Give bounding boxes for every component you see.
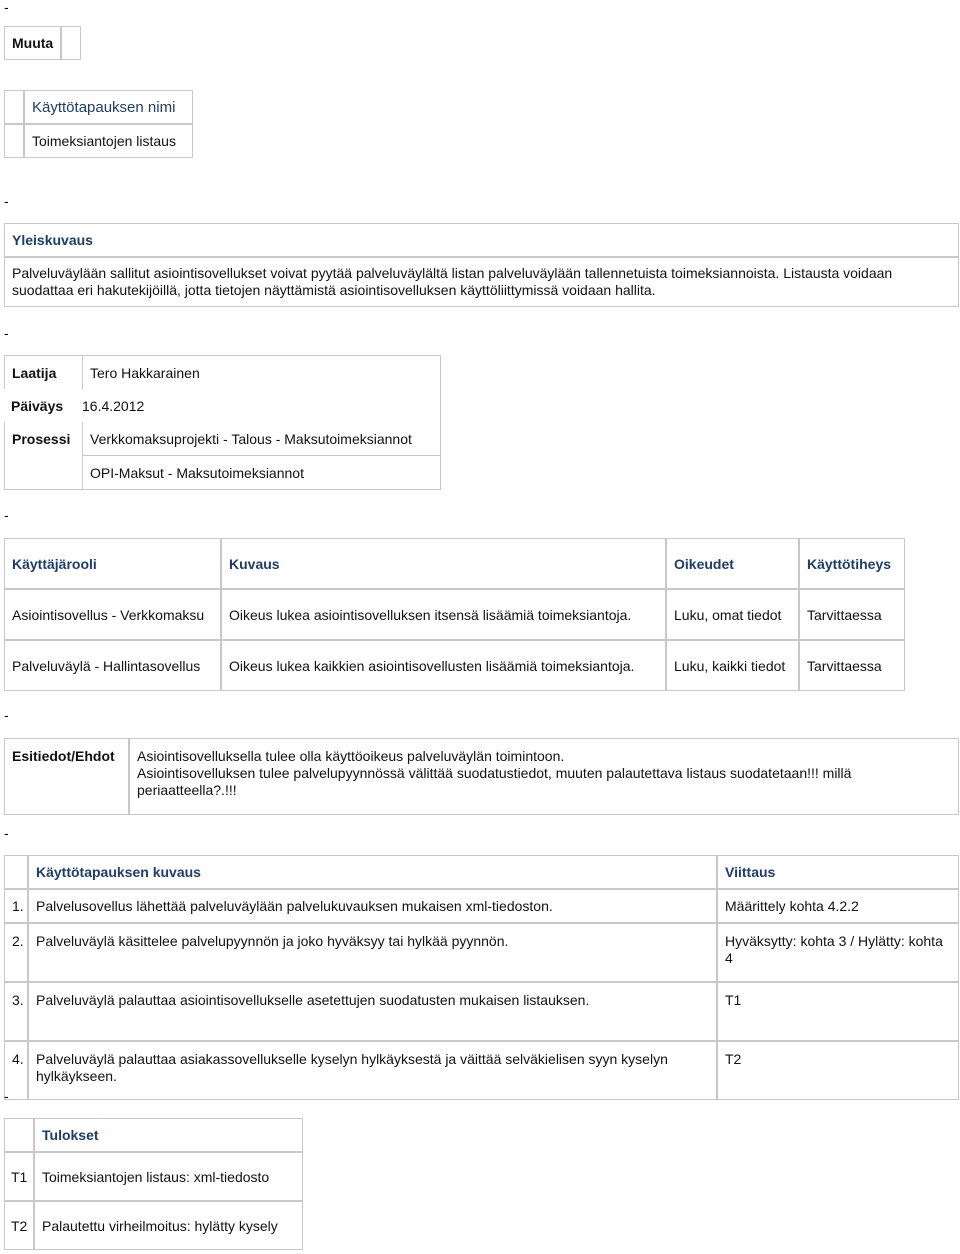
usecase-name-header: Käyttötapauksen nimi xyxy=(24,90,193,124)
table-row xyxy=(4,589,905,640)
step-number: 3. xyxy=(4,982,28,1041)
date-value: 16.4.2012 xyxy=(82,389,441,422)
role-cell: Asiointisovellus - Verkkomaksu xyxy=(4,589,221,640)
step-number: 4. xyxy=(4,1041,28,1100)
role-description-cell: Oikeus lukea kaikkien asiointisovellusten lisäämiä toimeksiantoja. xyxy=(221,640,666,691)
roles-header-description: Kuvaus xyxy=(221,538,666,589)
separator-dash: - xyxy=(4,0,9,15)
author-label: Laatija xyxy=(4,355,82,389)
process-value-2: OPI-Maksut - Maksutoimeksiannot xyxy=(82,455,441,490)
date-label: Päiväys xyxy=(11,397,64,414)
result-text: Palautettu virheilmoitus: hylätty kysely xyxy=(34,1201,303,1250)
results-table xyxy=(4,1118,303,1250)
process-label: Prosessi xyxy=(4,422,82,455)
step-ref: T2 xyxy=(717,1041,959,1100)
steps-header-row xyxy=(4,855,959,889)
results-header-row xyxy=(4,1118,303,1152)
step-number: 1. xyxy=(4,889,28,923)
results-header: Tulokset xyxy=(34,1118,303,1152)
roles-header-role: Käyttäjärooli xyxy=(4,538,221,589)
usecase-name-value: Toimeksiantojen listaus xyxy=(24,124,193,158)
precondition-line-1: Asiointisovelluksella tulee olla käyttöoikeus palveluväylän toimintoon. xyxy=(137,748,565,764)
separator-dash: - xyxy=(4,325,9,341)
overview-table xyxy=(4,223,959,307)
step-number: 2. xyxy=(4,923,28,982)
separator-dash: - xyxy=(4,707,9,723)
preconditions-label: Esitiedot/Ehdot xyxy=(4,738,129,815)
result-id: T2 xyxy=(4,1201,34,1250)
roles-header-frequency: Käyttötiheys xyxy=(799,538,905,589)
meta-table xyxy=(4,355,441,490)
preconditions-table xyxy=(4,738,959,815)
steps-ref-header: Viittaus xyxy=(717,855,959,889)
muuta-empty-cell xyxy=(61,26,81,60)
role-description-cell: Oikeus lukea asiointisovelluksen itsensä lisäämiä toimeksiantoja. xyxy=(221,589,666,640)
table-row xyxy=(4,923,959,982)
author-value: Tero Hakkarainen xyxy=(82,355,441,389)
process-value-1: Verkkomaksuprojekti - Talous - Maksutoimeksiannot xyxy=(82,422,441,455)
step-text: Palvelusovellus lähettää palveluväylään palvelukuvauksen mukaisen xml-tiedoston. xyxy=(28,889,717,923)
role-cell: Palveluväylä - Hallintasovellus xyxy=(4,640,221,691)
overview-text: Palveluväylään sallitut asiointisovellukset voivat pyytää palveluväylältä listan palveluväylään tallennetuista toimeksiannoista. Listausta voidaan suodattaa eri hakutekijöillä, jotta tietojen näyttämistä asiointisovelluksen käyttöliittymissä voidaan hallita. xyxy=(4,257,959,307)
table-row xyxy=(4,1041,959,1100)
result-id: T1 xyxy=(4,1152,34,1201)
overview-header: Yleiskuvaus xyxy=(4,223,959,257)
separator-dash: - xyxy=(4,507,9,523)
step-text: Palveluväylä käsittelee palvelupyynnön ja joko hyväksyy tai hylkää pyynnön. xyxy=(28,923,717,982)
separator-dash: - xyxy=(4,1088,9,1104)
usecase-name-table xyxy=(4,90,193,158)
table-row xyxy=(4,1152,303,1201)
roles-header-rights: Oikeudet xyxy=(666,538,799,589)
precondition-line-2: Asiointisovelluksen tulee palvelupyynnössä välittää suodatustiedot, muuten palautettava listaus suodatetaan!!! millä periaatteella?.!!! xyxy=(137,765,852,798)
steps-header: Käyttötapauksen kuvaus xyxy=(28,855,717,889)
muuta-table xyxy=(4,26,81,60)
step-text: Palveluväylä palauttaa asiointisovellukselle asetettujen suodatusten mukaisen listauksen. xyxy=(28,982,717,1041)
step-ref: Hyväksytty: kohta 3 / Hylätty: kohta 4 xyxy=(717,923,959,982)
roles-header-row xyxy=(4,538,905,589)
role-frequency-cell: Tarvittaessa xyxy=(799,589,905,640)
step-ref: Määrittely kohta 4.2.2 xyxy=(717,889,959,923)
muuta-title: Muuta xyxy=(4,26,61,60)
role-frequency-cell: Tarvittaessa xyxy=(799,640,905,691)
step-ref: T1 xyxy=(717,982,959,1041)
table-row xyxy=(4,1201,303,1250)
separator-dash: - xyxy=(4,825,9,841)
table-row xyxy=(4,640,905,691)
table-row xyxy=(4,982,959,1041)
role-rights-cell: Luku, kaikki tiedot xyxy=(666,640,799,691)
roles-table xyxy=(4,538,905,691)
result-text: Toimeksiantojen listaus: xml-tiedosto xyxy=(34,1152,303,1201)
separator-dash: - xyxy=(4,193,9,209)
role-rights-cell: Luku, omat tiedot xyxy=(666,589,799,640)
table-row xyxy=(4,889,959,923)
step-text: Palveluväylä palauttaa asiakassovellukselle kyselyn hylkäyksestä ja väittää selväkielisen syyn kyselyn hylkäykseen. xyxy=(28,1041,717,1100)
steps-table xyxy=(4,855,959,1100)
